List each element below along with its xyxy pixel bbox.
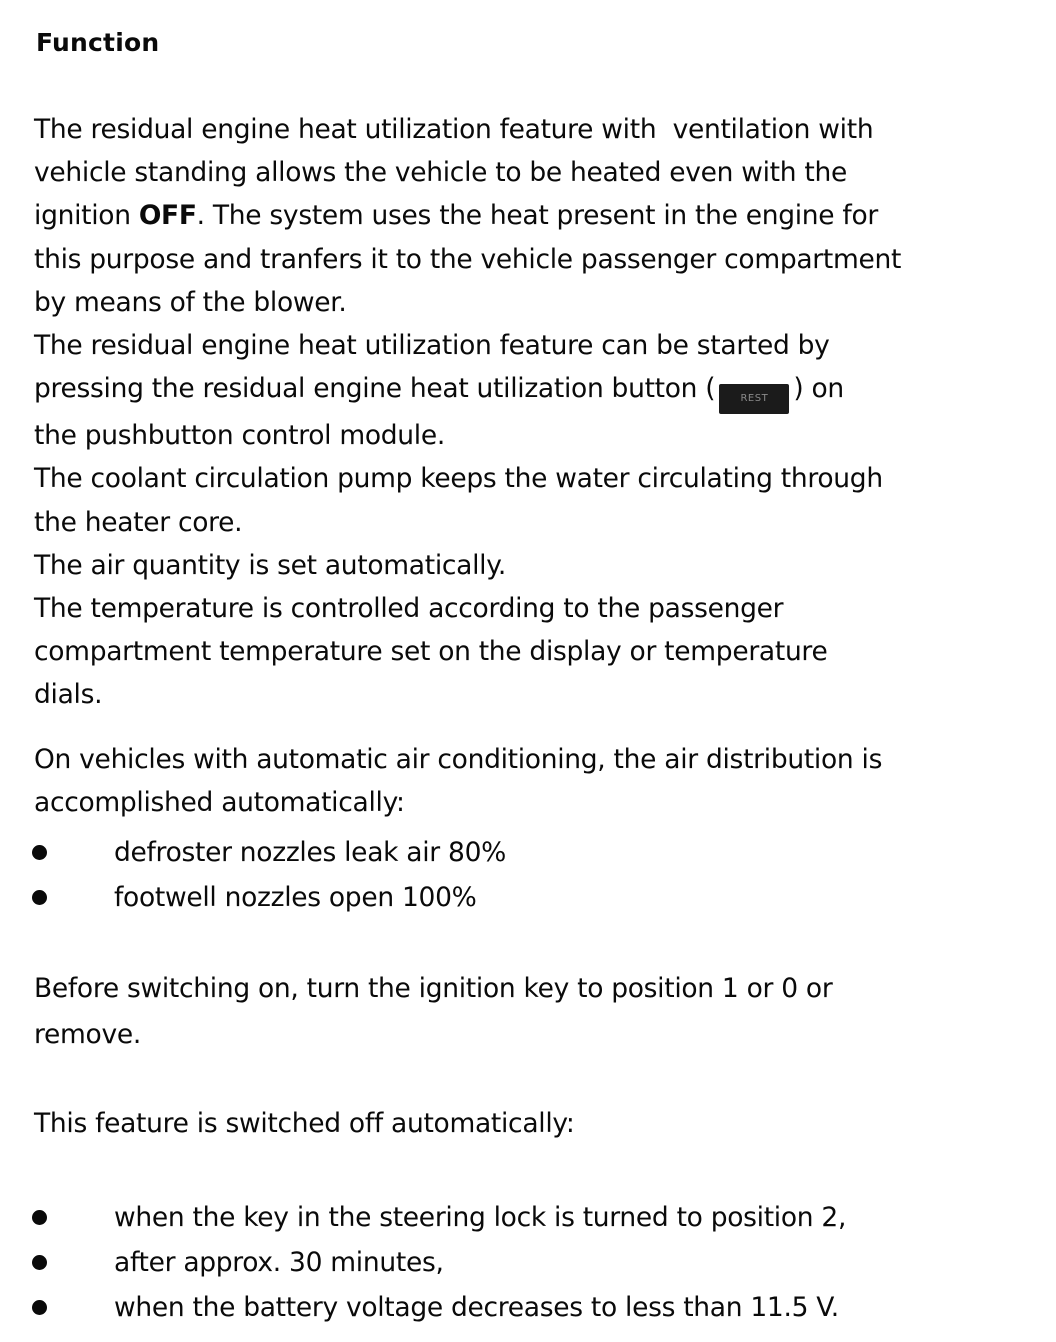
list-item — [30, 830, 506, 875]
text-line: The residual engine heat utilization feature with ventilation with — [34, 114, 874, 145]
list-item — [30, 1240, 846, 1285]
bullet-icon — [32, 1210, 47, 1225]
bullet-icon — [32, 1255, 47, 1270]
text-fragment: . The system uses the heat present in the engine for — [196, 200, 878, 232]
text-line: the pushbutton control module. — [34, 420, 445, 452]
text-line — [34, 367, 901, 414]
text-line: remove. — [34, 1019, 141, 1050]
list-item — [30, 1195, 846, 1240]
text-line — [34, 194, 901, 237]
text-line: The air quantity is set automatically. — [34, 549, 506, 581]
paragraph-air-distribution — [34, 738, 882, 824]
paragraph-before-switching — [34, 966, 832, 1058]
list-item-text: when the battery voltage decreases to less than 11.5 V. — [114, 1292, 839, 1323]
bullet-icon — [32, 890, 47, 905]
text-line: The temperature is controlled according to the passenger — [34, 593, 784, 625]
list-item-text: footwell nozzles open 100% — [114, 882, 477, 913]
text-line: Before switching on, turn the ignition key to position 1 or 0 or — [34, 973, 833, 1004]
text-line: compartment temperature set on the display or temperature — [34, 636, 828, 668]
text-line: The coolant circulation pump keeps the water circulating through — [34, 463, 883, 495]
ignition-off-label: OFF — [138, 200, 197, 232]
text-line: this purpose and tranfers it to the vehicle passenger compartment — [34, 243, 902, 275]
text-fragment: ignition — [34, 200, 139, 232]
section-heading: Function — [36, 28, 160, 57]
list-item — [30, 875, 506, 920]
list-item-text: after approx. 30 minutes, — [114, 1247, 444, 1278]
list-item-text: when the key in the steering lock is turned to position 2, — [114, 1202, 847, 1233]
list-item — [30, 1285, 846, 1330]
text-line: vehicle standing allows the vehicle to be heated even with the — [34, 157, 847, 189]
text-line: dials. — [34, 679, 103, 711]
air-distribution-list — [30, 830, 506, 920]
text-line: the heater core. — [34, 506, 243, 538]
rest-button-icon: REST — [719, 384, 789, 414]
text-line: On vehicles with automatic air conditioning, the air distribution is — [34, 744, 883, 775]
bullet-icon — [32, 1300, 47, 1315]
text-line: The residual engine heat utilization feature can be started by — [34, 330, 830, 362]
paragraph-switch-off — [34, 1102, 574, 1145]
text-fragment: pressing the residual engine heat utilization button ( — [34, 373, 716, 405]
text-line: This feature is switched off automatically: — [34, 1108, 575, 1139]
bullet-icon — [32, 845, 47, 860]
switch-off-conditions-list — [30, 1195, 846, 1330]
text-fragment: ) on — [793, 373, 844, 405]
text-line: accomplished automatically: — [34, 787, 405, 819]
list-item-text: defroster nozzles leak air 80% — [114, 837, 507, 868]
text-line: by means of the blower. — [34, 286, 347, 318]
paragraph-function-description — [34, 108, 901, 717]
